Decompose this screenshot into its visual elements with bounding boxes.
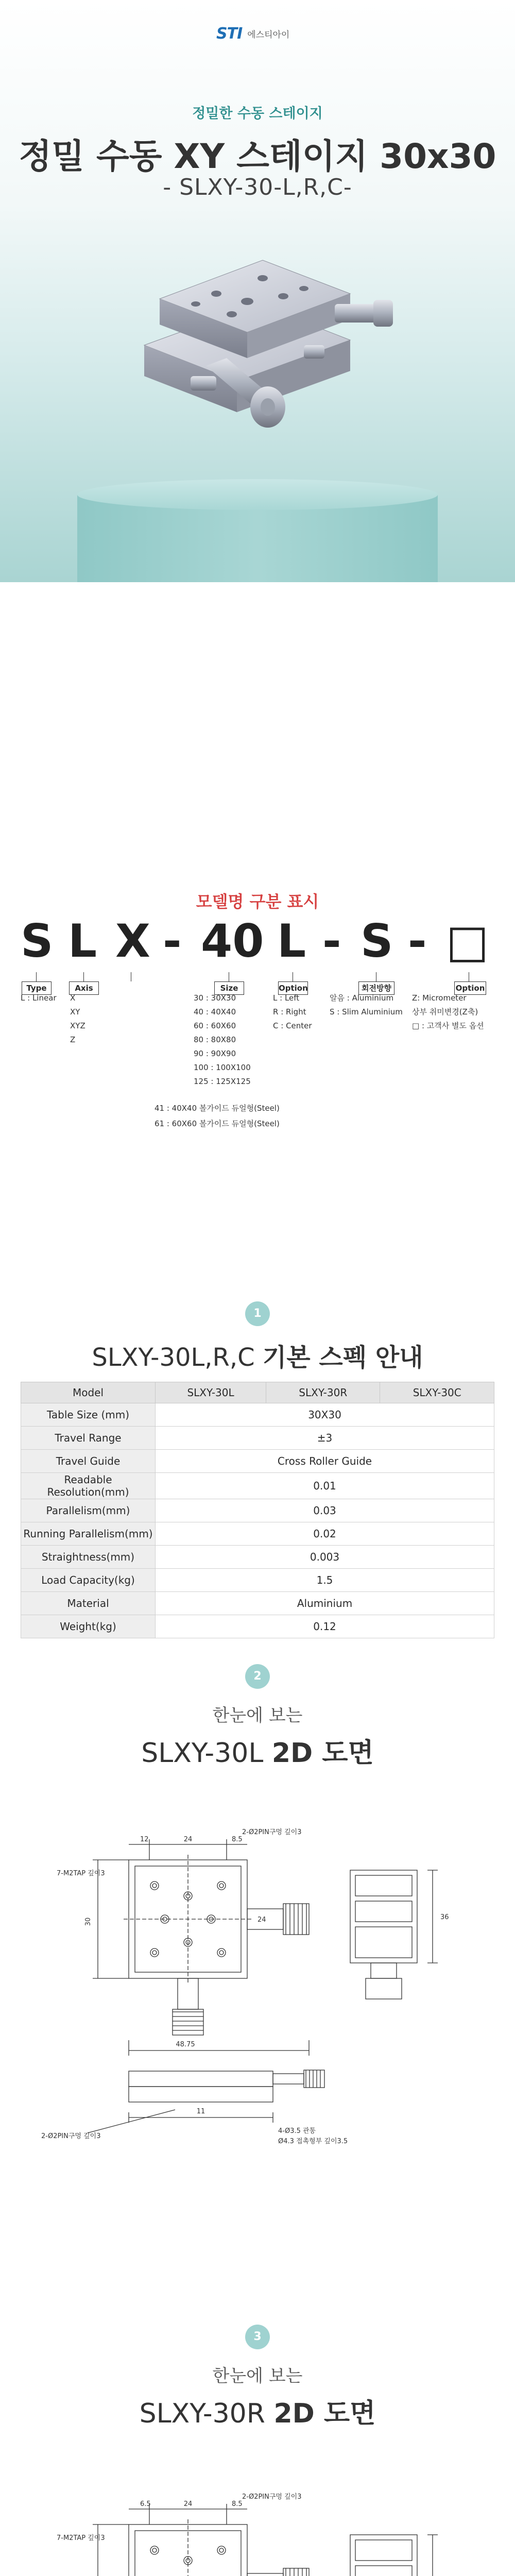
code-box-dir: Option: [278, 981, 308, 995]
code-box-size: Size: [214, 981, 244, 995]
spec-value: 0.12: [156, 1615, 494, 1638]
spec-value: 0.03: [156, 1499, 494, 1522]
note-61: 61 : 60X60 볼가이드 듀얼형(Steel): [154, 1119, 280, 1128]
code-char: □: [446, 914, 489, 968]
side-view-right: [350, 2535, 438, 2576]
top-view: [93, 2504, 309, 2576]
dim-height: 30: [84, 1917, 92, 1926]
dim-b: 8.5: [232, 1836, 243, 1843]
pedestal: [77, 479, 438, 582]
spec-value: 0.003: [156, 1546, 494, 1569]
dim-d: 11: [196, 2108, 205, 2115]
dim-e: 36: [440, 1913, 449, 1921]
section-number: 2: [245, 1664, 270, 1689]
code-box-axis: Axis: [69, 981, 99, 995]
front-view: [88, 2070, 324, 2133]
code-box-option: Option: [454, 981, 486, 995]
spec-label: Parallelism(mm): [21, 1499, 156, 1522]
label-pin-top: 2-Ø2PIN구멍 깊이3: [242, 2493, 302, 2501]
drawing-title: [0, 2392, 515, 2430]
brand-name: 에스티아이: [247, 30, 290, 40]
drawing-model: SLXY-30R: [139, 2398, 274, 2429]
axis-options: X XY XYZ Z: [70, 993, 85, 1044]
drawing-suffix: 2D 도면: [273, 2398, 376, 2429]
hero-section: [0, 0, 515, 582]
technical-drawing: [21, 2478, 494, 2576]
code-char: -: [322, 914, 341, 968]
spec-value: 0.02: [156, 1522, 494, 1546]
size-options: 30 : 30X30 40 : 40X40 60 : 60X60 80 : 80X80 90 : 90X90 100 : 100X100 125 : 125X125: [194, 993, 251, 1086]
spec-label: Running Parallelism(mm): [21, 1522, 156, 1546]
table-row: [21, 1522, 494, 1546]
dim-a: 6.5: [140, 2500, 151, 2508]
label-through: 4-Ø3.5 관통: [278, 2127, 316, 2135]
spec-header: SLXY-30R: [266, 1382, 380, 1403]
spec-value: 1.5: [156, 1569, 494, 1592]
spec-label: Table Size (mm): [21, 1403, 156, 1427]
label-pin-bottom: 2-Ø2PIN구멍 깊이3: [41, 2132, 101, 2140]
hero-model: - SLXY-30-L,R,C-: [163, 174, 352, 200]
dim-c: 24: [183, 1836, 193, 1843]
drawing-model: SLXY-30L: [141, 1738, 272, 1769]
dim-f: 24: [258, 1916, 266, 1924]
drawing-suffix: 2D 도면: [271, 1738, 374, 1769]
spec-value: Cross Roller Guide: [156, 1450, 494, 1473]
table-row: [21, 1427, 494, 1450]
section-number: 1: [245, 1301, 270, 1326]
table-row: [21, 1569, 494, 1592]
label-counterbore: Ø4.3 접촉형부 깊이3.5: [278, 2138, 348, 2145]
code-char: S: [360, 914, 393, 968]
spec-header: Model: [21, 1382, 156, 1403]
technical-drawing: [21, 1814, 494, 2154]
dim-width: 48.75: [176, 2041, 195, 2048]
drawing-pre: 한눈에 보는: [212, 1705, 303, 1726]
spec-header: SLXY-30C: [380, 1382, 494, 1403]
label-tap: 7-M2TAP 깊이3: [57, 1870, 105, 1877]
option-options: Z: Micrometer 상부 취미변경(Z축) □ : 고객사 별도 옵션: [412, 993, 484, 1030]
spec-value: 30X30: [156, 1403, 494, 1427]
spec-value: 0.01: [156, 1473, 494, 1499]
brand-mark: STI: [216, 25, 243, 43]
spec-table: [21, 1382, 494, 1638]
dim-c: 24: [183, 2500, 193, 2508]
table-row: [21, 1499, 494, 1522]
spec-label: Travel Range: [21, 1427, 156, 1450]
hero-title: 정밀 수동 XY 스테이지 30x30: [19, 137, 496, 176]
drawing-title: [0, 1731, 515, 1770]
spec-header: SLXY-30L: [156, 1382, 266, 1403]
code-char: L: [68, 914, 97, 968]
label-pin-top: 2-Ø2PIN구멍 깊이3: [242, 1828, 302, 1836]
label-tap: 7-M2TAP 깊이3: [57, 2534, 105, 2542]
spec-label: Load Capacity(kg): [21, 1569, 156, 1592]
spec-label: Material: [21, 1592, 156, 1615]
direction-options: L : Left R : Right C : Center: [273, 993, 312, 1030]
drawing-pre: 한눈에 보는: [212, 2366, 303, 2386]
brand-logo: [216, 25, 289, 43]
code-title: 모델명 구분 표시: [196, 892, 319, 911]
material-options: 알음 : Aluminium S : Slim Aluminium: [330, 993, 403, 1016]
table-row: [21, 1450, 494, 1473]
spec-label: Readable Resolution(mm): [21, 1473, 156, 1499]
type-options: L : Linear: [21, 993, 57, 1003]
dim-a: 12: [140, 1836, 149, 1843]
table-row: [21, 1473, 494, 1499]
table-row: [21, 1403, 494, 1427]
section-number: 3: [245, 2325, 270, 2349]
code-box-type: Type: [22, 981, 52, 995]
code-box-material: 회전방향: [358, 981, 394, 995]
table-row: [21, 1546, 494, 1569]
spec-title-rest: 기본 스펙 안내: [262, 1343, 423, 1372]
spec-value: ±3: [156, 1427, 494, 1450]
top-view: [93, 1839, 309, 2056]
code-row: [21, 914, 494, 993]
code-char: 40: [201, 914, 264, 968]
table-row: [21, 1592, 494, 1615]
stage-product-image: [113, 211, 402, 489]
side-view-right: [350, 1870, 438, 1999]
code-char: S: [21, 914, 54, 968]
code-char: -: [163, 914, 182, 968]
code-char: X: [115, 914, 150, 968]
code-char: L: [277, 914, 306, 968]
spec-title-model: SLXY-30L,R,C: [92, 1343, 263, 1372]
table-row: [21, 1615, 494, 1638]
code-char: -: [408, 914, 427, 968]
spec-label: Weight(kg): [21, 1615, 156, 1638]
model-code-section: [0, 582, 515, 1252]
dim-b: 8.5: [232, 2500, 243, 2508]
note-41: 41 : 40X40 볼가이드 듀얼형(Steel): [154, 1104, 280, 1113]
spec-label: Travel Guide: [21, 1450, 156, 1473]
spec-label: Straightness(mm): [21, 1546, 156, 1569]
hero-subtitle: 정밀한 수동 스테이지: [192, 106, 323, 122]
spec-value: Aluminium: [156, 1592, 494, 1615]
spec-title: [0, 1337, 515, 1373]
